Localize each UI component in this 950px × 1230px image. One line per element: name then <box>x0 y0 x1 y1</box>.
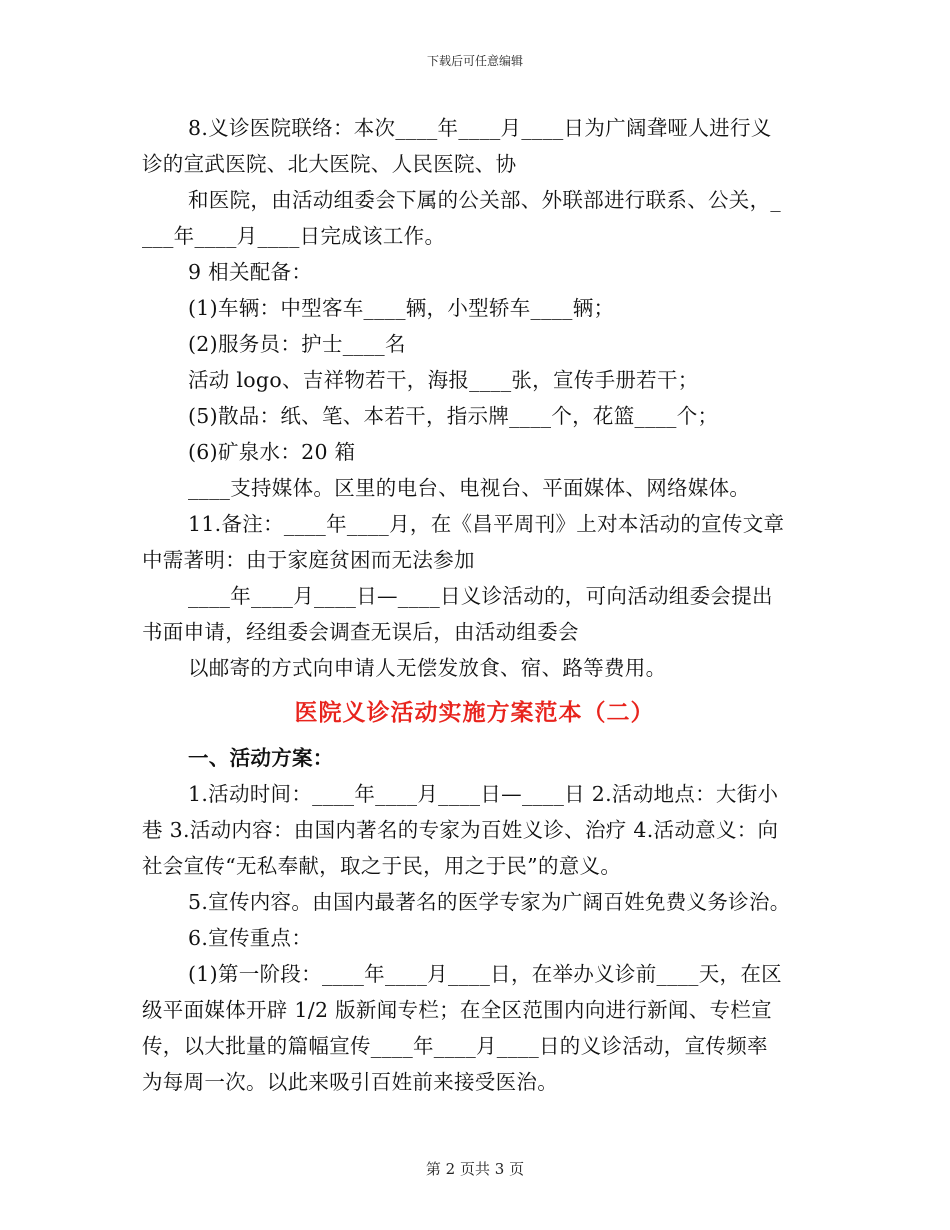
text-line: 1.活动时间：____年____月____日—____日 2.活动地点：大街小 <box>188 782 779 806</box>
text-line: 诊的宣武医院、北大医院、人民医院、协 <box>142 152 517 176</box>
text-line: 社会宣传“无私奉献，取之于民，用之于民”的意义。 <box>142 854 622 878</box>
text-line: 6.宣传重点： <box>188 926 313 950</box>
text-line: (1)车辆：中型客车____辆，小型轿车____辆； <box>188 296 615 320</box>
text-line: (6)矿泉水：20 箱 <box>188 440 356 464</box>
text-line: (2)服务员：护士____名 <box>188 332 406 356</box>
text-line: (5)散品：纸、笔、本若干，指示牌____个，花篮____个； <box>188 404 719 428</box>
page-header: 下载后可任意编辑 <box>426 54 523 68</box>
text-line: 以邮寄的方式向申请人无偿发放食、宿、路等费用。 <box>188 656 667 680</box>
text-line: (1)第一阶段：____年____月____日，在举办义诊前____天，在区 <box>188 962 782 986</box>
text-line: 巷 3.活动内容：由国内著名的专家为百姓义诊、治疗 4.活动意义：向 <box>142 818 779 842</box>
section-one-paragraphs <box>142 110 807 686</box>
text-line: 活动 logo、吉祥物若干，海报____张，宣传手册若干； <box>188 368 699 392</box>
text-line: ___年____月____日完成该工作。 <box>142 224 446 248</box>
document-body <box>142 110 807 1100</box>
text-line: 8.义诊医院联络：本次____年____月____日为广阔聋哑人进行义 <box>188 116 772 140</box>
text-line: 为每周一次。以此来吸引百姓前来接受医治。 <box>142 1070 558 1094</box>
text-line: 9 相关配备： <box>188 260 313 284</box>
text-line: ____年____月____日—____日义诊活动的，可向活动组委会提出 <box>188 584 773 608</box>
text-line: 11.备注：____年____月，在《昌平周刊》上对本活动的宣传文章 <box>188 512 785 536</box>
text-line: 一、活动方案： <box>188 746 334 770</box>
section-two-paragraphs <box>142 740 807 1100</box>
page-footer: 第 2 页共 3 页 <box>425 1160 525 1178</box>
text-line: ____支持媒体。区里的电台、电视台、平面媒体、网络媒体。 <box>188 476 751 500</box>
text-line: 和医院，由活动组委会下属的公关部、外联部进行联系、公关，_ <box>188 188 781 212</box>
text-line: 书面申请，经组委会调查无误后，由活动组委会 <box>142 620 579 644</box>
section-title: 医院义诊活动实施方案范本（二） <box>294 699 655 726</box>
text-line: 中需著明：由于家庭贫困而无法参加 <box>142 548 475 572</box>
text-line: 级平面媒体开辟 1/2 版新闻专栏；在全区范围内向进行新闻、专栏宣 <box>142 998 772 1022</box>
text-line: 传，以大批量的篇幅宣传____年____月____日的义诊活动，宣传频率 <box>142 1034 768 1058</box>
text-line: 5.宣传内容。由国内最著名的医学专家为广阔百姓免费义务诊治。 <box>188 890 791 914</box>
